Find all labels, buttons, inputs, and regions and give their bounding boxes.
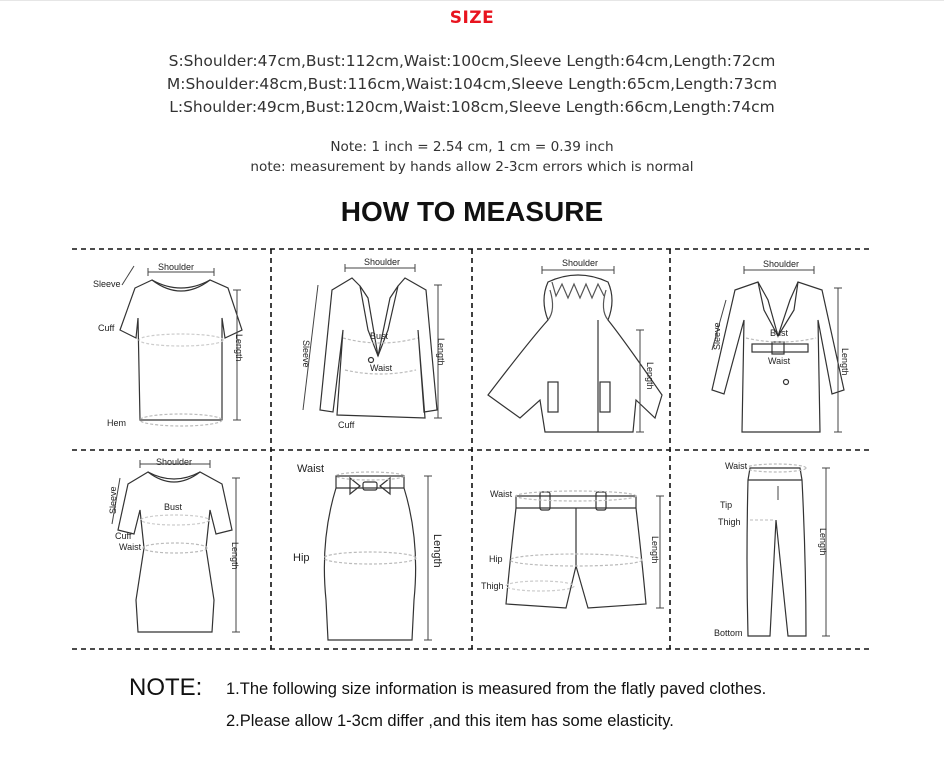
- blazer-waist-label: Waist: [370, 363, 393, 373]
- tshirt-hem-label: Hem: [107, 418, 127, 428]
- dress-length-label: Length: [230, 542, 240, 570]
- blazer-shoulder-label: Shoulder: [364, 257, 401, 267]
- shorts-illustration: [506, 491, 664, 608]
- cape-illustration: [488, 266, 662, 432]
- how-to-measure-title: HOW TO MEASURE: [340, 196, 604, 227]
- size-row-l: L:Shoulder:49cm,Bust:120cm,Waist:108cm,Sleeve Length:66cm,Length:74cm: [169, 98, 775, 116]
- note-line-1: 1.The following size information is measured from the flatly paved clothes.: [226, 680, 767, 698]
- dress-cuff-label: Cuff: [115, 531, 132, 541]
- dress-waist-label: Waist: [119, 542, 142, 552]
- skirt-length-label: Length: [431, 534, 443, 568]
- dress-bust-label: Bust: [164, 502, 183, 512]
- pants-length-label: Length: [818, 528, 828, 556]
- skirt-hip-label: Hip: [293, 552, 310, 564]
- shorts-hip-label: Hip: [489, 554, 503, 564]
- cape-length-label: Length: [645, 362, 655, 390]
- skirt-illustration: [324, 472, 432, 640]
- shorts-waist-label: Waist: [490, 489, 513, 499]
- shorts-length-label: Length: [650, 536, 660, 564]
- coat-waist-label: Waist: [768, 356, 791, 366]
- tshirt-shoulder-label: Shoulder: [158, 262, 195, 272]
- coat-sleeve-label: Sleeve: [712, 322, 722, 350]
- note-line-2: 2.Please allow 1-3cm differ ,and this item has some elasticity.: [226, 712, 674, 730]
- shorts-thigh-label: Thigh: [481, 581, 504, 591]
- tshirt-sleeve-label: Sleeve: [93, 279, 121, 289]
- blazer-cuff-label: Cuff: [338, 420, 355, 430]
- coat-shoulder-label: Shoulder: [763, 259, 800, 269]
- tshirt-length-label: Length: [234, 334, 244, 362]
- dress-sleeve-label: Sleeve: [108, 486, 118, 514]
- size-row-m: M:Shoulder:48cm,Bust:116cm,Waist:104cm,Sleeve Length:65cm,Length:73cm: [166, 75, 778, 93]
- blazer-illustration: [303, 264, 442, 418]
- blazer-sleeve-label: Sleeve: [301, 340, 311, 368]
- blazer-bust-label: Bust: [370, 331, 389, 341]
- pants-tip-label: Tip: [720, 500, 733, 510]
- coat-bust-label: Bust: [770, 328, 789, 338]
- dress-shoulder-label: Shoulder: [156, 457, 193, 467]
- note-heading: NOTE:: [129, 674, 203, 701]
- error-tolerance-note: note: measurement by hands allow 2-3cm errors which is normal: [250, 159, 694, 175]
- size-row-s: S:Shoulder:47cm,Bust:112cm,Waist:100cm,Sleeve Length:64cm,Length:72cm: [168, 52, 776, 70]
- blazer-length-label: Length: [436, 338, 446, 366]
- pants-thigh-label: Thigh: [718, 517, 741, 527]
- size-title: SIZE: [449, 8, 495, 28]
- tshirt-illustration: [120, 266, 242, 426]
- pants-bottom-label: Bottom: [714, 628, 743, 638]
- skirt-waist-label: Waist: [297, 463, 325, 475]
- coat-illustration: [712, 266, 844, 432]
- tshirt-cuff-label: Cuff: [98, 323, 115, 333]
- coat-length-label: Length: [840, 348, 850, 376]
- cape-shoulder-label: Shoulder: [562, 258, 599, 268]
- pants-waist-label: Waist: [725, 461, 748, 471]
- unit-conversion-note: Note: 1 inch = 2.54 cm, 1 cm = 0.39 inch: [330, 139, 614, 155]
